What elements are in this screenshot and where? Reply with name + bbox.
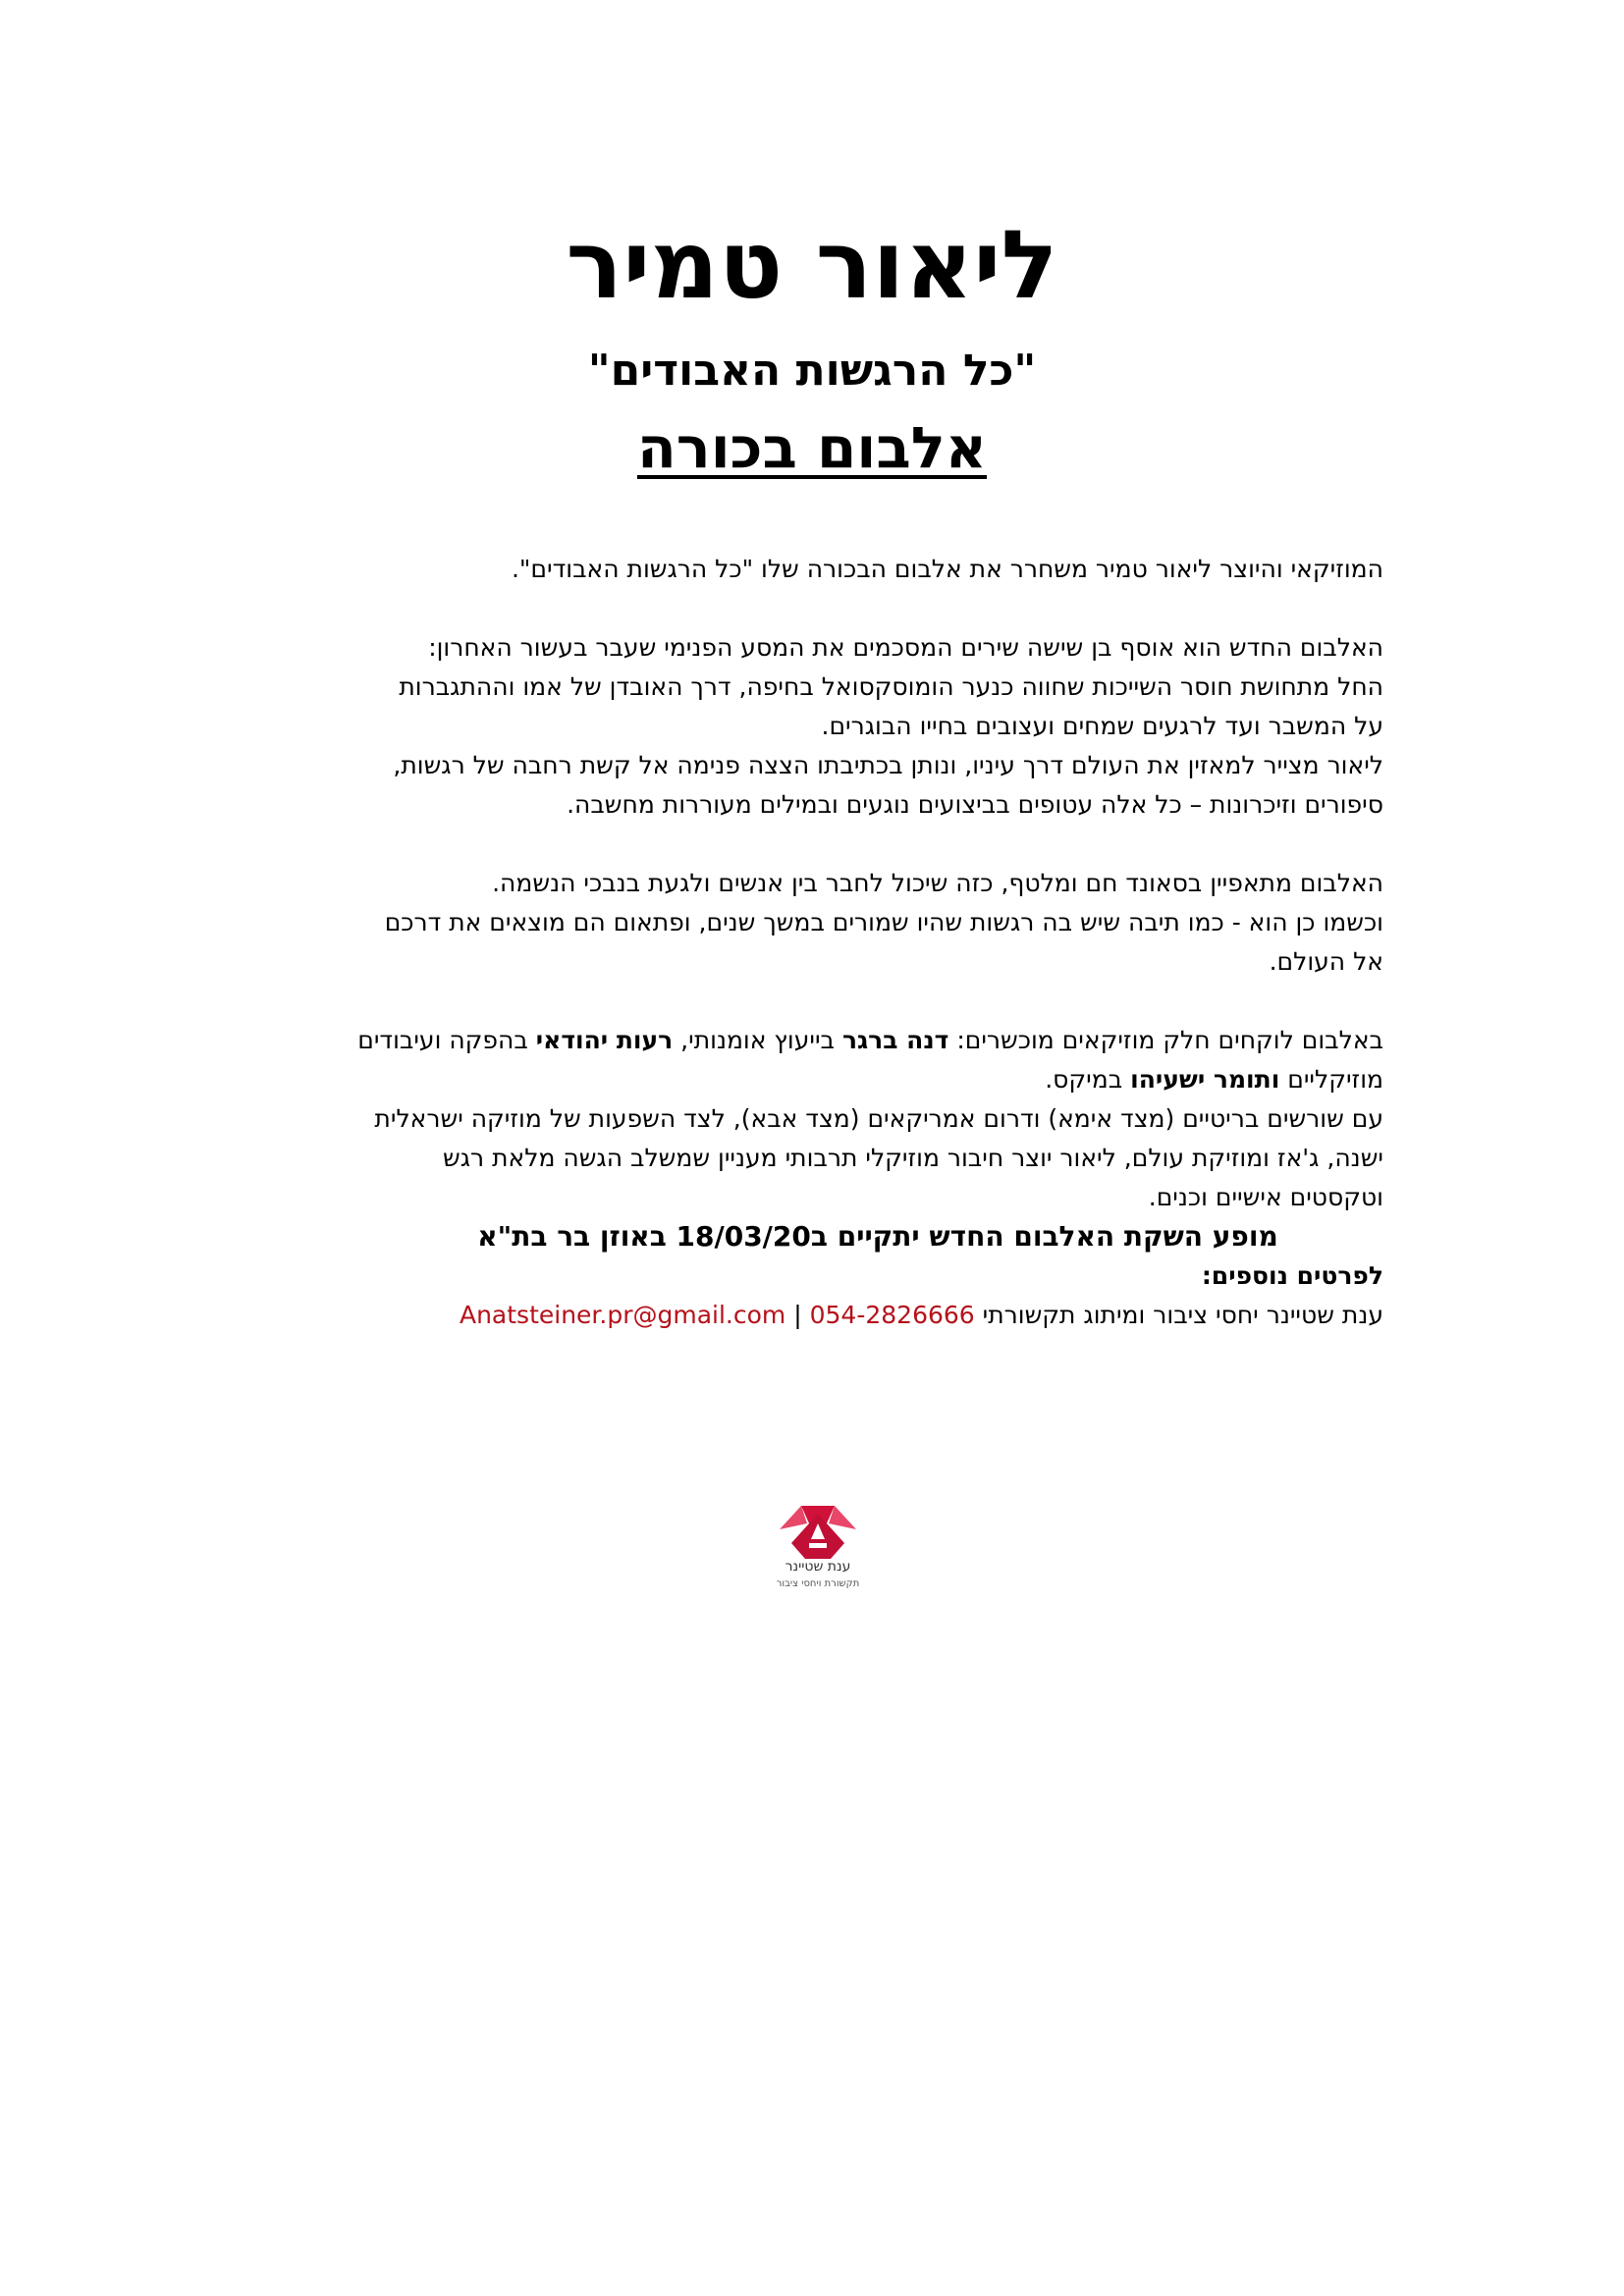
launch-event-notice: מופע השקת האלבום החדש יתקיים ב18/03/20 באוזן בר בת"א — [477, 1220, 1278, 1253]
album-type-label: אלבום בכורה — [636, 414, 988, 481]
album-title: "כל הרגשות האבודים" — [587, 346, 1037, 396]
paragraph-2-line-2: החל מתחושת חוסר השייכות שחווה כנער הומוסקסואל בחיפה, דרך האובדן של אמו וההתגברות — [399, 672, 1383, 701]
paragraph-3-line-3: אל העולם. — [1269, 947, 1383, 976]
contact-phone[interactable]: 054-2826666 — [809, 1301, 975, 1329]
contact-separator: | — [785, 1301, 810, 1329]
paragraph-2-line-4: ליאור מצייר למאזין את העולם דרך עיניו, ונותן בכתיבתו הצצה פנימה אל קשת רחבה של רגשות, — [393, 751, 1383, 779]
intro-paragraph: המוזיקאי והיוצר ליאור טמיר משחרר את אלבום הבכורה שלו "כל הרגשות האבודים". — [511, 555, 1383, 583]
paragraph-4-line-5: וטקסטים אישיים וכנים. — [1148, 1183, 1383, 1211]
musician-name: דנה ברגר — [841, 1026, 949, 1054]
paragraph-4-text: בהפקה ועיבודים — [357, 1026, 536, 1054]
musician-name: רעות יהודאי — [535, 1026, 674, 1054]
paragraph-4-text: באלבום לוקחים חלק מוזיקאים מוכשרים: — [948, 1026, 1383, 1054]
logo-tagline: תקשורת ויחסי ציבור — [776, 1578, 860, 1589]
paragraph-3-line-1: האלבום מתאפיין בסאונד חם ומלטף, כזה שיכול לחבר בין אנשים ולגעת בנבכי הנשמה. — [492, 869, 1383, 897]
paragraph-2-line-3: על המשבר ועד לרגעים שמחים ועצובים בחייו הבוגרים. — [821, 712, 1383, 740]
musician-name: ותומר ישעיהו — [1130, 1065, 1280, 1094]
paragraph-4-line-2 — [235, 1060, 1383, 1099]
paragraph-4-line-3: עם שורשים בריטיים (מצד אימא) ודרום אמריקאים (מצד אבא), לצד השפעות של מוזיקה ישראלית — [374, 1104, 1383, 1133]
contact-line — [235, 1296, 1383, 1335]
logo-name: ענת שטיינר — [785, 1559, 851, 1575]
press-release-body — [235, 550, 1383, 1335]
paragraph-3-line-2: וכשמו כן הוא - כמו תיבה שיש בה רגשות שהיו שמורים במשך שנים, ופתאום הם מוצאים את דרכם — [384, 908, 1383, 936]
contact-heading: לפרטים נוספים: — [1201, 1261, 1383, 1290]
page-title: ליאור טמיר — [566, 210, 1058, 320]
letter-a-logo-icon — [772, 1500, 864, 1608]
paragraph-2-line-5: סיפורים וזיכרונות – כל אלה עטופים בביצועים נוגעים ובמילים מעוררות מחשבה. — [567, 790, 1383, 819]
paragraph-4-text: בייעוץ אומנותי, — [673, 1026, 842, 1054]
paragraph-4-text: במיקס. — [1045, 1065, 1131, 1094]
paragraph-4-text: מוזיקליים — [1279, 1065, 1383, 1094]
paragraph-2-line-1: האלבום החדש הוא אוסף בן שישה שירים המסכמים את המסע הפנימי שעבר בעשור האחרון: — [428, 633, 1383, 662]
contact-name: ענת שטיינר יחסי ציבור ומיתוג תקשורתי — [974, 1301, 1383, 1329]
paragraph-4-line-1 — [235, 1021, 1383, 1060]
paragraph-4-line-4: ישנה, ג'אז ומוזיקת עולם, ליאור יוצר חיבור מוזיקלי תרבותי מעניין שמשלב הגשה מלאת רגש — [443, 1144, 1383, 1172]
contact-email-link[interactable]: Anatsteiner.pr@gmail.com — [459, 1301, 786, 1329]
